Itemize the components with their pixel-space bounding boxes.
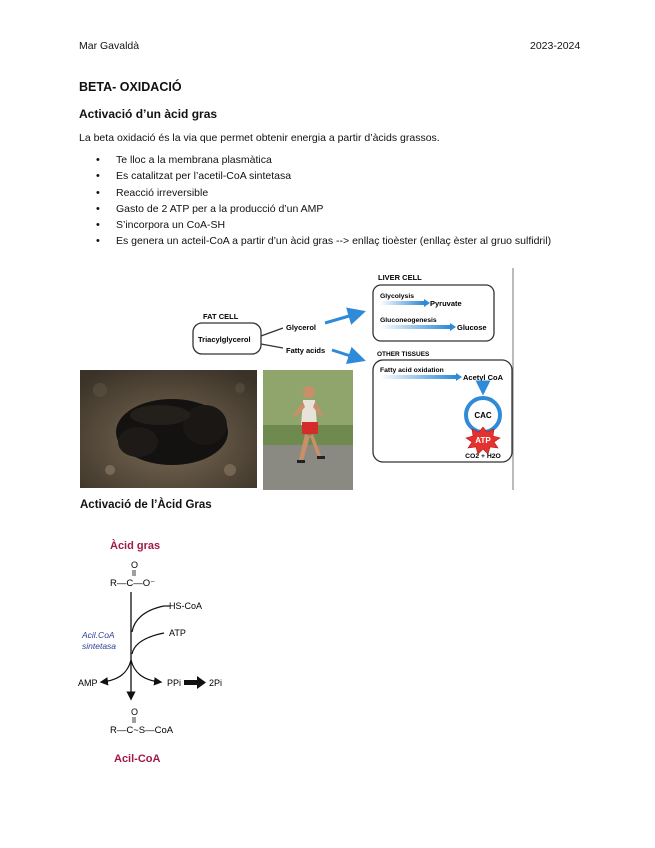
acil-coa-label: Acil-CoA — [114, 753, 161, 765]
amp-label: AMP — [78, 678, 98, 688]
cac-label: CAC — [474, 411, 492, 420]
intro-paragraph: La beta oxidació és la via que permet obtenir energia a partir d’àcids grassos. — [79, 132, 440, 144]
glycerol-label: Glycerol — [286, 323, 317, 332]
hs-coa-label: HS-CoA — [169, 601, 203, 611]
runner-photo — [263, 370, 353, 490]
bullet-item: • Gasto de 2 ATP per a la producció d’un AMP — [79, 201, 551, 217]
arrow-to-fatty-acids — [261, 344, 283, 348]
gluconeogenesis-arrow — [380, 325, 450, 329]
acyl-oxygen: O — [131, 707, 139, 717]
gluconeogenesis-label: Gluconeogenesis — [380, 317, 437, 324]
bullet-list — [79, 152, 551, 250]
fatty-acid-oxidation-arrow — [380, 375, 456, 379]
co2-h2o-label: CO2 + H2O — [465, 453, 501, 460]
triacylglycerol-label: Triacylglycerol — [198, 335, 251, 344]
ppi-hydrolysis-arrow — [184, 680, 198, 685]
enzyme-label-2: sintetasa — [82, 641, 117, 651]
bullet-item: • Te lloc a la membrana plasmàtica — [79, 152, 551, 168]
liver-cell-label: LIVER CELL — [378, 273, 422, 282]
bullet-item: • Es catalitzat per l’acetil-CoA sintetasa — [79, 168, 551, 184]
atp-label: ATP — [475, 436, 491, 445]
ppi-curve — [131, 660, 160, 682]
fatty-acids-label: Fatty acids — [286, 346, 326, 355]
glycolysis-arrow — [380, 301, 424, 305]
other-tissues-label: OTHER TISSUES — [377, 351, 430, 358]
glucose-label: Glucose — [457, 323, 487, 332]
bear-photo — [80, 370, 257, 488]
acyl-formula: R—C~S—CoA — [110, 725, 174, 736]
bullet-item: • Es genera un acteil-CoA a partir d’un àcid gras --> enllaç tioèster (enllaç èster al gruo sulfidril) — [79, 233, 551, 249]
hs-coa-curve — [132, 606, 164, 632]
amp-curve — [102, 660, 131, 682]
atp-label: ATP — [169, 628, 186, 638]
ppi-hydrolysis-arrowhead — [197, 676, 206, 689]
bullet-item: • S’incorpora un CoA-SH — [79, 217, 551, 233]
arrow-to-glycerol — [261, 328, 283, 336]
glycolysis-label: Glycolysis — [380, 293, 415, 300]
glycerol-to-liver-arrow — [325, 312, 363, 323]
header-author: Mar Gavaldà — [79, 40, 140, 52]
acid-gras-label: Àcid gras — [110, 540, 161, 552]
acid-formula: R—C—O⁻ — [110, 578, 156, 589]
two-pi-label: 2Pi — [209, 678, 223, 688]
acetyl-coa-label: Acetyl CoA — [463, 373, 504, 382]
enzyme-label-1: Acil.CoA — [82, 630, 115, 640]
acid-oxygen: O — [131, 560, 139, 570]
pyruvate-label: Pyruvate — [430, 299, 462, 308]
header-year: 2023-2024 — [530, 40, 581, 52]
ppi-label: PPi — [167, 678, 182, 688]
activation-title: Activació de l’Àcid Gras — [80, 499, 212, 511]
section-subtitle: Activació d’un àcid gras — [79, 107, 218, 121]
bullet-item: • Reacció irreversible — [79, 185, 551, 201]
fatty-acid-oxidation-label: Fatty acid oxidation — [380, 367, 444, 374]
activation-scheme — [76, 530, 276, 775]
fatty-acids-to-tissues-arrow — [332, 350, 363, 360]
fat-cell-label: FAT CELL — [203, 312, 239, 321]
page-title: BETA- OXIDACIÓ — [79, 80, 182, 94]
atp-curve — [132, 633, 164, 654]
